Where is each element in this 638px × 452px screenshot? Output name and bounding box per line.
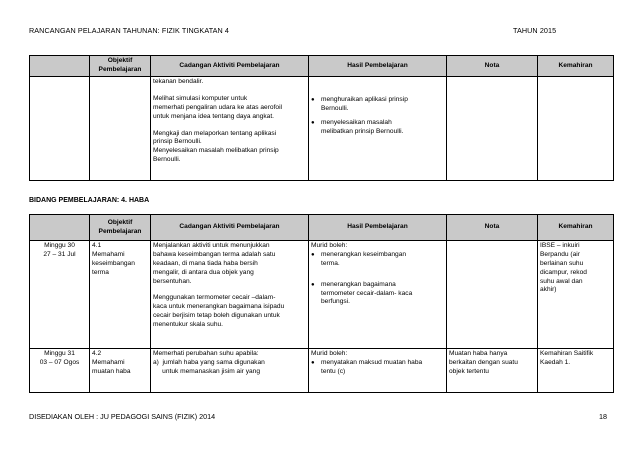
list-item: ● menerangkan keseimbangan terma. [311,250,407,267]
col-hasil: Hasil Pembelajaran [309,56,447,77]
list-item: ● menerangkan bagaimana termometer cecair-dalam- kaca berfungsi. [311,280,413,306]
list-item: ● menghuraikan aplikasi prinsip Bernoulli. [311,96,408,112]
cadangan-cell: Menjalankan aktiviti untuk menunjukkan bahawa keseimbangan terma adalah satu keadaan, di mana tiada haba bersih mengalir, di antara dua objek yang bersentuhan. Menggunakan termometer cecair –dalam- kaca untuk menerangkan bagaimana isipadu cecair berjisim tetap boleh digunakan untuk menentukur skala suhu. [151,241,309,349]
list-item: ● menyelesaikan masalah melibatkan prinsip Bernoulli. [311,118,404,135]
header-year: TAHUN 2015 [513,26,557,35]
table-header-row [30,56,614,77]
footer-credit: DISEDIAKAN OLEH : JU PEDAGOGI SAINS (FIZIK) 2014 [29,412,216,421]
minggu-cell: Minggu 30 27 – 31 Jul [30,241,90,349]
col-nota: Nota [447,56,538,77]
table-row [30,77,614,181]
kemahiran-cell: Kemahiran Saitifik Kaedah 1. [538,349,614,393]
col-kemahiran: Kemahiran [538,56,614,77]
objektif-cell: 4.1 Memahami keseimbangan terma [90,241,151,349]
header-title: RANCANGAN PELAJARAN TAHUNAN: FIZIK TINGKATAN 4 [29,26,230,35]
minggu-cell: Minggu 31 03 – 07 Ogos [30,349,90,393]
lesson-table-1 [29,55,614,181]
col-objektif: Objektif Pembelajaran [90,56,151,77]
col-cadangan: Cadangan Aktiviti Pembelajaran [151,56,309,77]
hasil-cell: Murid boleh: ● menyatakan maksud muatan haba tentu (c) [309,349,447,393]
list-item: ● menyatakan maksud muatan haba tentu (c) [311,358,423,375]
hasil-cell [309,77,447,181]
page-number: 18 [599,412,607,421]
objektif-cell: 4.2 Memahami muatan haba [90,349,151,393]
table-row [30,241,614,349]
cadangan-cell: Memerhati perubahan suhu apabila: a) jumlah haba yang sama digunakan untuk memanaskan jisim air yang [151,349,309,393]
section-title: BIDANG PEMBELAJARAN: 4. HABA [29,197,150,204]
table-row [30,349,614,393]
kemahiran-cell: IBSE – inkuiri Berpandu (air berlainan suhu dicampur, rekod suhu awal dan akhir) [538,241,614,349]
nota-cell: Muatan haba hanya berkaitan dengan suatu objek tertentu [447,349,538,393]
table-header-row: Objektif Pembelajaran Cadangan Aktiviti Pembelajaran Hasil Pembelajaran Nota Kemahiran [30,215,614,241]
col-minggu [30,56,90,77]
hasil-cell: Murid boleh: ● menerangkan keseimbangan terma. ● menerangkan bagaimana termometer cecair-dalam- kaca berfungsi. [309,241,447,349]
cadangan-cell: tekanan bendalir. Melihat simulasi komputer untuk memerhati pengaliran udara ke atas aerofoil untuk menjana idea tentang daya angkat. Mengkaji dan melaporkan tentang aplikasi prinsip Bernoulli. Menyelesaikan masalah melibatkan prinsip Bernoulli. [151,77,309,181]
lesson-table-2 [29,214,614,393]
